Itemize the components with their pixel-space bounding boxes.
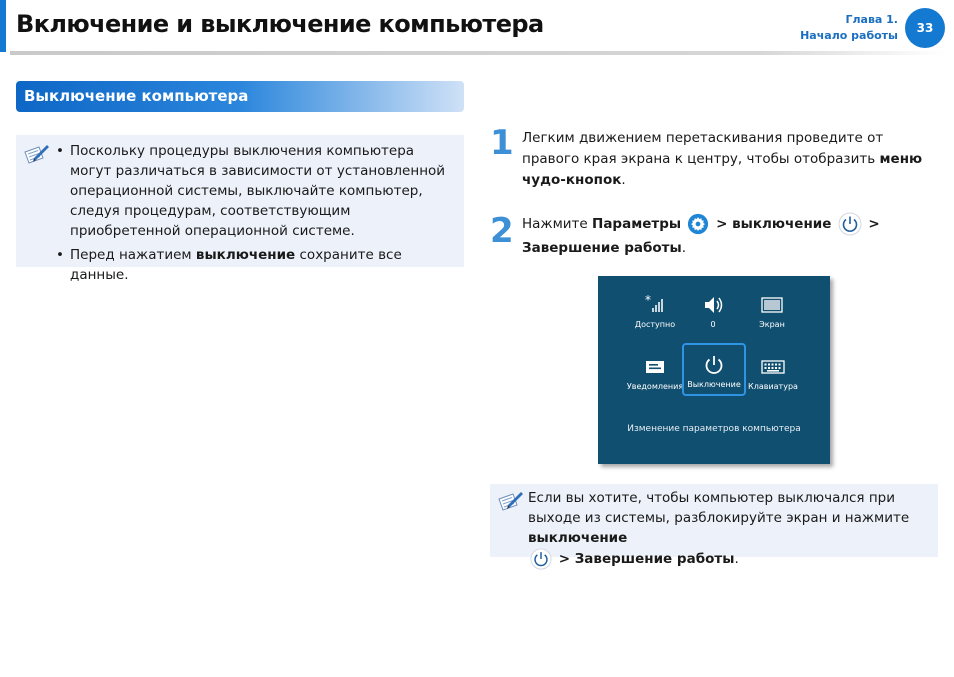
power-icon	[838, 212, 862, 236]
header-accent-bar	[0, 0, 6, 52]
header-divider	[10, 51, 945, 55]
note-box-left	[16, 135, 464, 283]
pen-note-icon	[22, 143, 50, 167]
page-number-badge: 33	[905, 8, 945, 48]
tile-label: Уведомления	[626, 382, 684, 391]
screen-icon	[761, 294, 783, 316]
note-box-right	[490, 484, 938, 567]
tile-notifications[interactable]	[623, 356, 687, 391]
change-pc-settings-link[interactable]: Изменение параметров компьютера	[627, 424, 801, 434]
tile-label: 0	[710, 320, 716, 329]
note-list	[54, 141, 454, 289]
notifications-icon	[644, 356, 666, 378]
step-number: 2	[490, 211, 514, 251]
step-number: 1	[490, 123, 514, 163]
note-text: Если вы хотите, чтобы компьютер выключался при выходе из системы, разблокируйте экран и нажмите выключение > Завершение работы.	[528, 488, 932, 570]
tile-label: Клавиатура	[748, 382, 798, 391]
settings-gear-icon	[687, 213, 709, 235]
note-item: • Перед нажатием выключение сохраните все данные.	[54, 245, 454, 285]
tile-label: Выключение	[687, 380, 741, 389]
tile-network[interactable]	[623, 294, 687, 329]
tile-screen[interactable]	[740, 294, 804, 329]
tile-label: Доступно	[634, 320, 676, 329]
tile-keyboard[interactable]	[741, 356, 805, 391]
pen-note-icon	[496, 490, 524, 514]
chapter-label	[800, 12, 898, 44]
keyboard-icon	[761, 356, 785, 378]
chapter-title: Начало работы	[800, 29, 898, 42]
step-text: Легким движением перетаскивания проведите от правого края экрана к центру, чтобы отобразить меню чудо-кнопок.	[522, 130, 923, 188]
volume-icon	[702, 294, 724, 316]
tile-volume[interactable]	[681, 294, 745, 329]
section-banner	[16, 81, 464, 112]
tile-power[interactable]	[682, 343, 746, 396]
chapter-number: Глава 1.	[845, 13, 898, 26]
section-title: Выключение компьютера	[24, 87, 249, 105]
note-item: • Поскольку процедуры выключения компьютера могут различаться в зависимости от установленной операционной системы, выключайте компьютер, следуя процедурам, соответствующим приобретенной операционной системе.	[54, 141, 454, 241]
power-icon	[530, 548, 552, 570]
page-title: Включение и выключение компьютера	[16, 10, 544, 38]
power-icon	[703, 354, 725, 376]
network-icon	[644, 294, 666, 316]
settings-charm-panel	[598, 276, 830, 464]
svg-text:*: *	[645, 294, 651, 307]
step-text: Нажмите Параметры > выключение > Завершение работы.	[522, 212, 942, 260]
tile-label: Экран	[759, 320, 785, 329]
